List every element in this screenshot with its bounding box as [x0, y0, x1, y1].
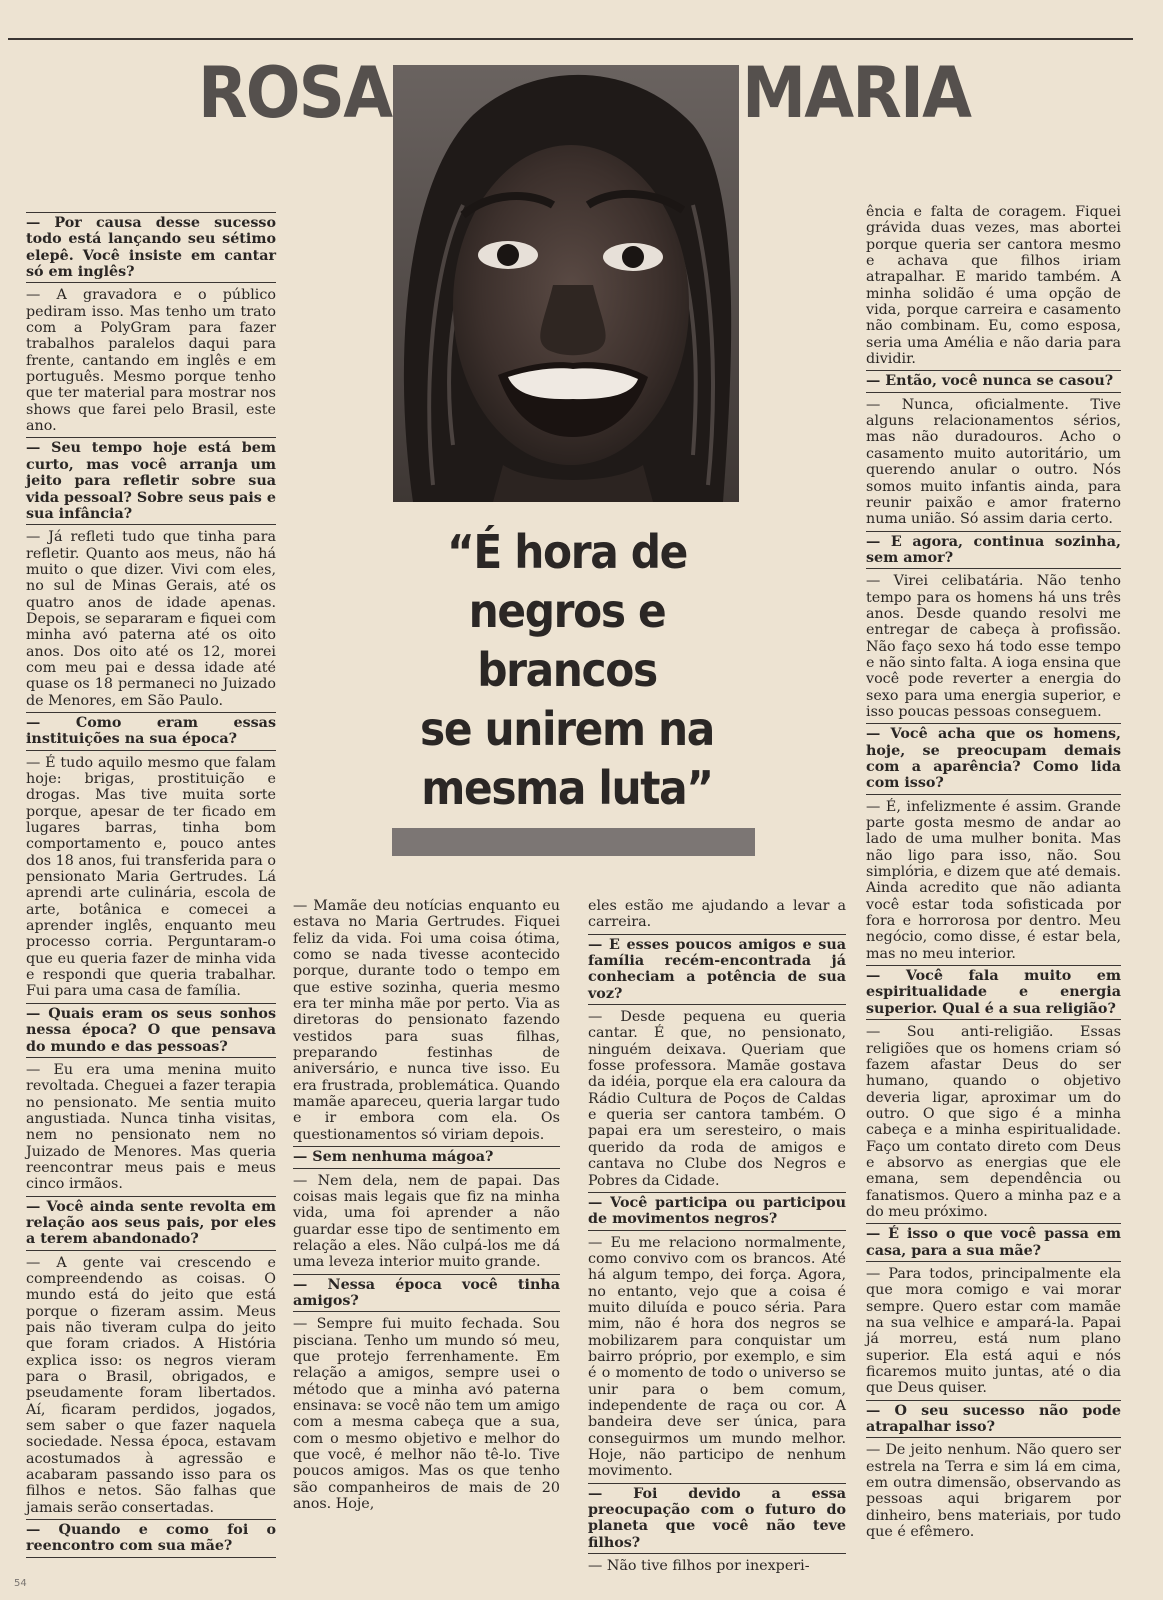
interview-answer: ência e falta de coragem. Fiquei grávida duas vezes, mas abortei porque queria ser cantora mesmo e achava que filhos iriam atrapalhar. E marido também. A minha solidão é uma opção de vida, porque carreira e casamento não combinam. Eu, como esposa, seria uma Amélia e não daria para dividir.	[866, 204, 1121, 368]
interview-answer: — É tudo aquilo mesmo que falam hoje: brigas, prostituição e drogas. Mas tive muita sorte porque, apesar de ter ficado em lugares barras, tinha bom comportamento e, pouco antes dos 18 anos, fui transferida para o pensionato Maria Gertrudes. Lá aprendi arte culinária, escola de arte, botânica e comecei a aprender inglês, enquanto meu processo corria. Perguntaram-o que eu queria fazer de minha vida e respondi que queria trabalhar. Fui para uma casa de família.	[26, 754, 276, 1000]
interview-answer: — É, infelizmente é assim. Grande parte gosta mesmo de andar ao lado de uma mulher bonita. Mas não ligo para isso, não. Sou simplória, e dizem que até demais. Ainda acredito que não adianta você estar toda sofisticada por fora e horrorosa por dentro. Meu negócio, como disse, é estar bela, mas no meu interior.	[866, 798, 1121, 962]
interview-answer: — De jeito nenhum. Não quero ser estrela na Terra e sim lá em cima, em outra dimensão, observando as pessoas aqui brigarem por dinheiro, bens materiais, por tudo que é efêmero.	[866, 1442, 1121, 1541]
interview-answer: — Não tive filhos por inexperi-	[588, 1558, 810, 1575]
pull-quote-line: “É hora de	[446, 525, 688, 579]
interview-answer: — Mamãe deu notícias enquanto eu estava no Maria Gertrudes. Fiquei feliz da vida. Foi uma coisa ótima, como se nada tivesse acontecido porque, durante todo o tempo em que estive sozinha, queria mesmo era ter minha mãe por perto. Via as diretoras do pensionato fazendo vestidos para suas filhas, preparando festinhas de aniversário, e nunca tive isso. Eu era frustrada, problemática. Quando mamãe apareceu, queria largar tudo e ir embora com ela. Os questionamentos só viriam depois.	[293, 898, 560, 1143]
interview-answer: — Sempre fui muito fechada. Sou pisciana. Tenho um mundo só meu, que protejo ferrenhamente. Em relação a amigos, sempre usei o método que a minha avó paterna ensinava: se você não tem um amigo com a mesma cabeça que a sua, com o mesmo objetivo e melhor do que você, é melhor não tê-lo. Tive poucos amigos. Mas os que tenho são companheiros de mais de 20 anos. Hoje,	[293, 1316, 560, 1513]
interview-question: — O seu sucesso não pode atrapalhar isso?	[866, 1400, 1121, 1439]
page-number: 54	[14, 1578, 27, 1589]
headline-last-name: MARIA	[742, 52, 971, 134]
interview-question: — Você ainda sente revolta em relação aos seus pais, por eles a terem abandonado?	[26, 1196, 276, 1251]
interview-question: — Você acha que os homens, hoje, se preocupam demais com a aparência? Como lida com isso?	[866, 723, 1121, 794]
interview-question: — Sem nenhuma mágoa?	[293, 1146, 560, 1168]
interview-answer: — Nunca, oficialmente. Tive alguns relacionamentos sérios, mas não duradouros. Acho o casamento muito autoritário, um querendo anular o outro. Nós somos muito infantis ainda, para reunir paixão e amor fraterno numa união. Só assim daria certo.	[866, 396, 1121, 528]
headline-first-name: ROSA	[198, 52, 392, 134]
interview-answer: — Já refleti tudo que tinha para refletir. Quanto aos meus, não há muito o que dizer. Vivi com eles, no sul de Minas Gerais, até os quatro anos de idade apenas. Depois, se separaram e fiquei com minha avó paterna até os oito anos. Dos oito até os 12, morei com meu pai e dessa idade até quase os 18 permaneci no Juizado de Menores, em São Paulo.	[26, 529, 276, 709]
interview-answer: — Eu me relaciono normalmente, como convivo com os brancos. Até há algum tempo, dei força. Agora, no entanto, vejo que a coisa é muito diluída e pouco séria. Para mim, não é hora dos negros se mobilizarem para conquistar um bairro próprio, por exemplo, e sim é o momento de todo o universo se unir para o bem comum, independente de raça ou cor. A bandeira deve ser única, para conseguirmos um mundo melhor. Hoje, não participo de nenhum movimento.	[588, 1234, 846, 1480]
interview-question: — Então, você nunca se casou?	[866, 370, 1121, 392]
interview-answer: — A gente vai crescendo e compreendendo as coisas. O mundo está do jeito que está porque o fizeram assim. Meus pais não tiveram culpa do jeito que foram criados. A História explica isso: os negros vieram para o Brasil, obrigados, e pseudamente foram libertados. Aí, ficaram perdidos, jogados, sem saber o que fazer naquela sociedade. Nessa época, estavam acostumados à agressão e acabaram passando isso para os filhos e netos. São falhas que jamais serão consertadas.	[26, 1254, 276, 1516]
interview-question: — Como eram essas instituições na sua época?	[26, 712, 276, 751]
interview-question: — Quais eram os seus sonhos nessa época? O que pensava do mundo e das pessoas?	[26, 1003, 276, 1058]
interview-question: — É isso o que você passa em casa, para a sua mãe?	[866, 1223, 1121, 1262]
interview-question: — Seu tempo hoje está bem curto, mas você arranja um jeito para refletir sobre sua vida pessoal? Sobre seus pais e sua infância?	[26, 437, 276, 525]
interview-question: — Por causa desse sucesso todo está lançando seu sétimo elepê. Você insiste em cantar só em inglês?	[26, 212, 276, 283]
interview-answer: — Para todos, principalmente ela que mora comigo e vai morar sempre. Quero estar com mamãe na sua velhice e ampará-la. Papai já morreu, está num plano superior. Ela está aqui e nós ficaremos muito juntas, até o dia que Deus quiser.	[866, 1265, 1121, 1397]
interview-question: — E esses poucos amigos e sua família recém-encontrada já conheciam a potência de sua voz?	[588, 934, 846, 1005]
text-column-2	[293, 898, 560, 1512]
interview-answer: — Desde pequena eu queria cantar. É que, no pensionato, ninguém deixava. Queriam que fosse professora. Mamãe gostava da idéia, porque ela era caloura da Rádio Cultura de Poços de Caldas e queria ser cantora também. O papai era um seresteiro, o mais querido da roda de amigos e cantava no Clube dos Negros e Pobres da Cidade.	[588, 1009, 846, 1189]
interview-question: — E agora, continua sozinha, sem amor?	[866, 531, 1121, 570]
interview-question: — Quando e como foi o reencontro com sua mãe?	[26, 1519, 276, 1558]
top-rule	[8, 38, 1133, 40]
text-column-3	[588, 898, 846, 1574]
interview-answer: eles estão me ajudando a levar a carreira.	[588, 898, 846, 931]
pull-quote-line: se unirem na	[420, 702, 714, 756]
portrait-photo	[393, 65, 739, 502]
pull-quote-line: mesma luta”	[421, 761, 713, 815]
interview-question: — Foi devido a essa preocupação com o futuro do planeta que você não teve filhos?	[588, 1483, 846, 1554]
interview-answer: — Virei celibatária. Não tenho tempo para os homens há uns três anos. Desde quando resolvi me entregar de cabeça à profissão. Não faço sexo há todo esse tempo e não sinto falta. A ioga ensina que você pode reverter a energia do sexo para uma energia superior, e isso poucas pessoas conseguem.	[866, 573, 1121, 720]
interview-answer: — Sou anti-religião. Essas religiões que os homens criam só fazem afastar Deus do ser humano, quando o objetivo deveria ligar, aproximar um do outro. O que sigo é a minha cabeça e a minha espiritualidade. Faço um contato direto com Deus e absorvo as energias que ele emana, sem dependência ou fanatismos. Quero a minha paz e a do meu próximo.	[866, 1024, 1121, 1220]
pull-quote	[387, 523, 748, 818]
text-column-4	[866, 204, 1121, 1540]
interview-question: — Você participa ou participou de movimentos negros?	[588, 1192, 846, 1231]
interview-question: — Você fala muito em espiritualidade e energia superior. Qual é a sua religião?	[866, 965, 1121, 1020]
interview-answer: — Nem dela, nem de papai. Das coisas mais legais que fiz na minha vida, uma foi aprender a não guardar esse tipo de sentimento em relação a eles. Não culpá-los me dá uma leveza interior muito grande.	[293, 1172, 560, 1271]
text-column-1	[26, 212, 276, 1562]
decorative-bar	[392, 828, 755, 856]
interview-answer: — A gravadora e o público pediram isso. Mas tenho um trato com a PolyGram para fazer trabalhos paralelos daqui para frente, cantando em inglês e em português. Mesmo porque tenho que ter material para mostrar nos shows que farei pelo Brasil, este ano.	[26, 287, 276, 435]
interview-question: — Nessa época você tinha amigos?	[293, 1274, 560, 1313]
interview-answer: — Eu era uma menina muito revoltada. Cheguei a fazer terapia no pensionato. Me sentia muito angustiada. Nunca tinha visitas, nem no pensionato nem no Juizado de Menores. Mas queria reencontrar meus pais e meus cinco irmãos.	[26, 1061, 276, 1193]
pull-quote-line: negros e brancos	[468, 584, 666, 697]
